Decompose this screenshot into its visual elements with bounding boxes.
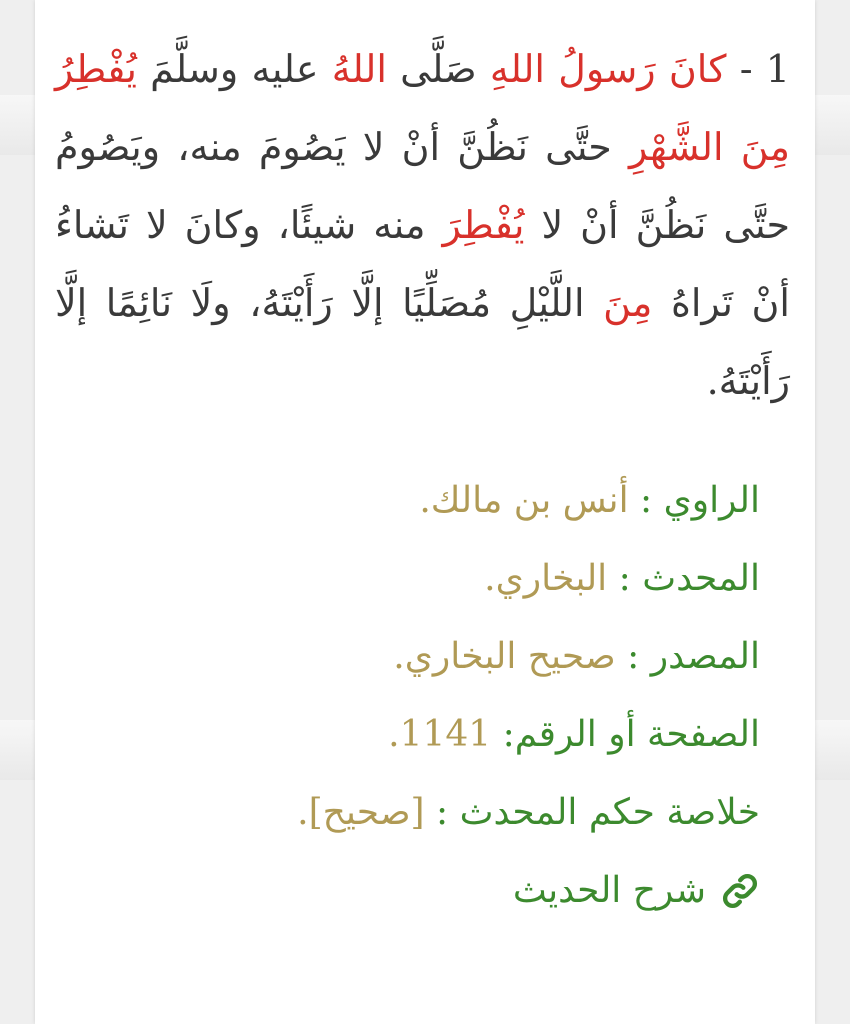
explain-row — [55, 852, 760, 930]
hadith-explanation-link[interactable] — [513, 852, 760, 930]
muhaddith-value: البخاري. — [484, 558, 608, 599]
hadith-highlight-segment: اللهُ — [331, 47, 387, 91]
page-number-value: 1141. — [388, 714, 492, 755]
hadith-text-segment: عليه وسلَّمَ — [136, 47, 332, 91]
hadith-highlight-segment: مِنَ — [603, 281, 653, 325]
hadith-separator: - — [739, 47, 753, 91]
hadith-highlight-segment: كانَ رَسولُ اللهِ — [489, 47, 727, 91]
page-number-row — [55, 696, 760, 774]
narrator-label: الراوي : — [628, 480, 760, 521]
hadith-metadata — [55, 462, 760, 930]
ruling-label: خلاصة حكم المحدث : — [424, 792, 760, 833]
hadith-text — [55, 30, 790, 420]
ruling-value: [صحيح]. — [297, 792, 425, 833]
page-number-label: الصفحة أو الرقم: — [491, 714, 760, 755]
muhaddith-row — [55, 540, 760, 618]
hadith-highlight-segment: يُفْطِرَ — [442, 203, 525, 247]
muhaddith-label: المحدث : — [607, 558, 760, 599]
ruling-row — [55, 774, 760, 852]
source-row — [55, 618, 760, 696]
narrator-value: أنس بن مالك. — [419, 480, 629, 521]
hadith-text-segment: صَلَّى — [386, 47, 490, 91]
hadith-card — [35, 0, 815, 1024]
source-value: صحيح البخاري. — [393, 636, 616, 677]
narrator-row — [55, 462, 760, 540]
source-label: المصدر : — [615, 636, 760, 677]
hadith-number: 1 — [765, 47, 790, 91]
hadith-text-segment: اللَّيْلِ مُصَلِّيًا إلَّا رَأَيْتَهُ، ولَا نَائِمًا إلَّا رَأَيْتَهُ. — [55, 281, 790, 403]
hadith-text-segment: حتَّى نَظُنَّ أنْ لا يَصُومَ منه، ويَصُومُ حتَّى نَظُنَّ أنْ لا — [55, 125, 790, 247]
hadith-explanation-label: شرح الحديث — [512, 870, 706, 911]
link-icon — [720, 871, 760, 911]
hadith-text-segment: منه شيئًا، وكانَ لا تَشاءُ أنْ تَراهُ — [55, 203, 790, 325]
hadith-highlight-segment: يُفْطِرُ مِنَ الشَّهْرِ — [55, 47, 790, 169]
